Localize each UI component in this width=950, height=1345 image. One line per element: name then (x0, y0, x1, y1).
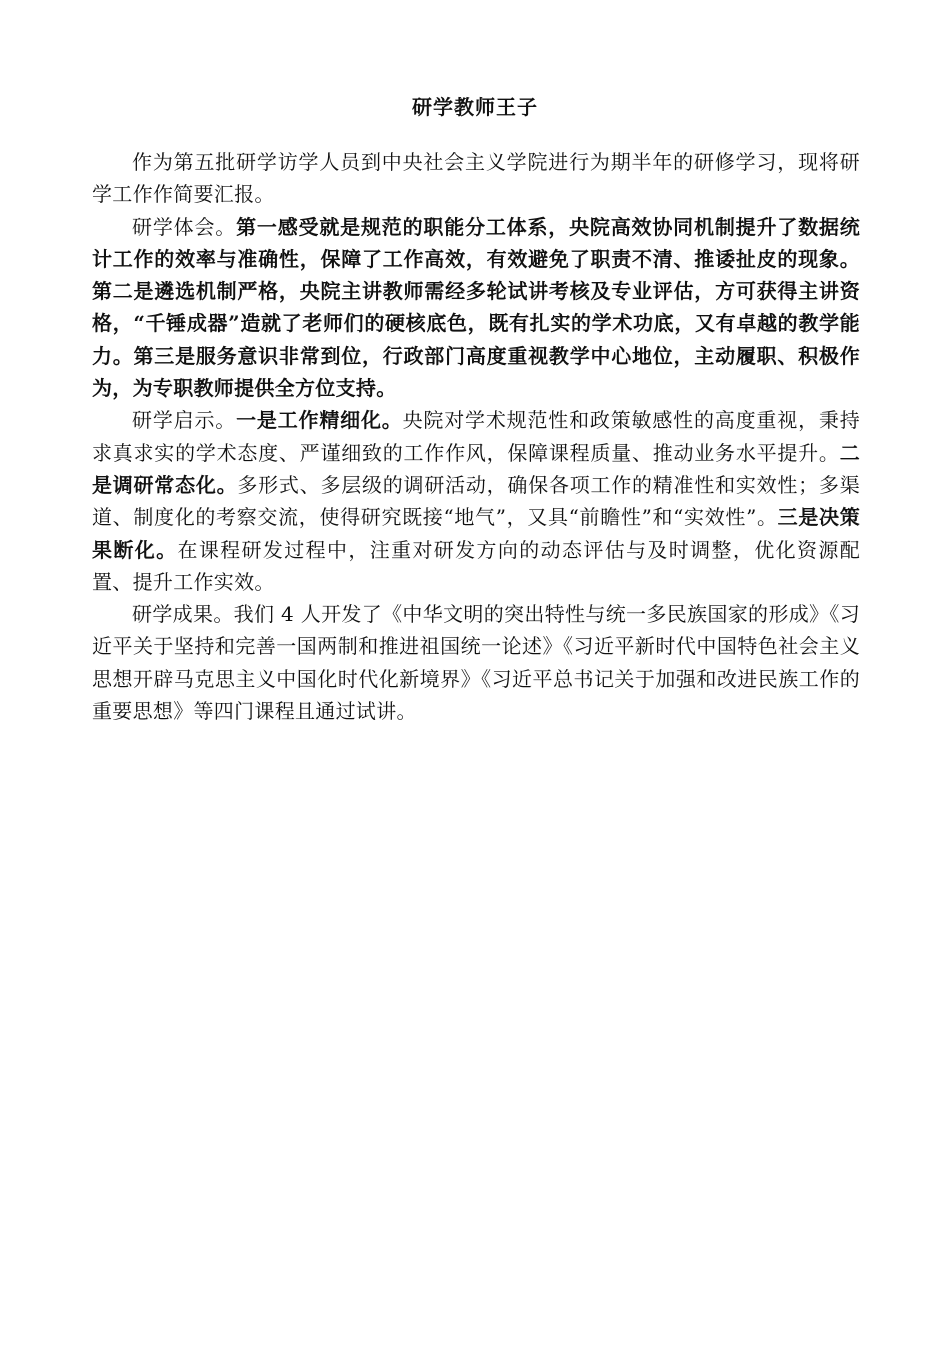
results-heading: 研学成果。 (132, 602, 234, 627)
experience-body: 第一感受就是规范的职能分工体系，央院高效协同机制提升了数据统计工作的效率与准确性，保障了工作高效，有效避免了职责不清、推诿扯皮的现象。第二是遴选机制严格，央院主讲教师需经多轮试讲考核及专业评估，方可获得主讲资格，“千锤成器”造就了老师们的硬核底色，既有扎实的学术功底，又有卓越的教学能力。第三是服务意识非常到位，行政部门高度重视教学中心地位，主动履职、积极作为，为专职教师提供全方位支持。 (92, 214, 861, 401)
experience-heading: 研学体会。 (132, 214, 237, 239)
results-paragraph (92, 598, 860, 727)
inspiration-point3-body: 在课程研发过程中，注重对研发方向的动态评估与及时调整，优化资源配置、提升工作实效。 (92, 537, 860, 594)
inspiration-point2-body: 多形式、多层级的调研活动，确保各项工作的精准性和实效性；多渠道、制度化的考察交流，使得研究既接“地气”，又具“前瞻性”和“实效性”。 (92, 472, 860, 530)
inspiration-heading: 研学启示。 (132, 408, 237, 433)
results-body: 我们 4 人开发了《中华文明的突出特性与统一多民族国家的形成》《习近平关于坚持和完善一国两制和推进祖国统一论述》《习近平新时代中国特色社会主义思想开辟马克思主义中国化时代化新境界》《习近平总书记关于加强和改进民族工作的重要思想》等四门课程且通过试讲。 (92, 602, 861, 724)
experience-paragraph (92, 211, 860, 405)
document-body (92, 146, 860, 727)
document-title: 研学教师王子 (412, 95, 538, 119)
intro-paragraph: 作为第五批研学访学人员到中央社会主义学院进行为期半年的研修学习，现将研学工作作简要汇报。 (92, 150, 860, 207)
inspiration-point2-title: 二是调研常态化。 (92, 440, 860, 497)
inspiration-paragraph (92, 404, 860, 598)
inspiration-point1-body: 央院对学术规范性和政策敏感性的高度重视，秉持求真求实的学术态度、严谨细致的工作作风，保障课程质量、推动业务水平提升。 (92, 408, 860, 465)
inspiration-point3-title: 三是决策果断化。 (92, 505, 860, 562)
inspiration-point1-title: 一是工作精细化。 (236, 408, 403, 433)
